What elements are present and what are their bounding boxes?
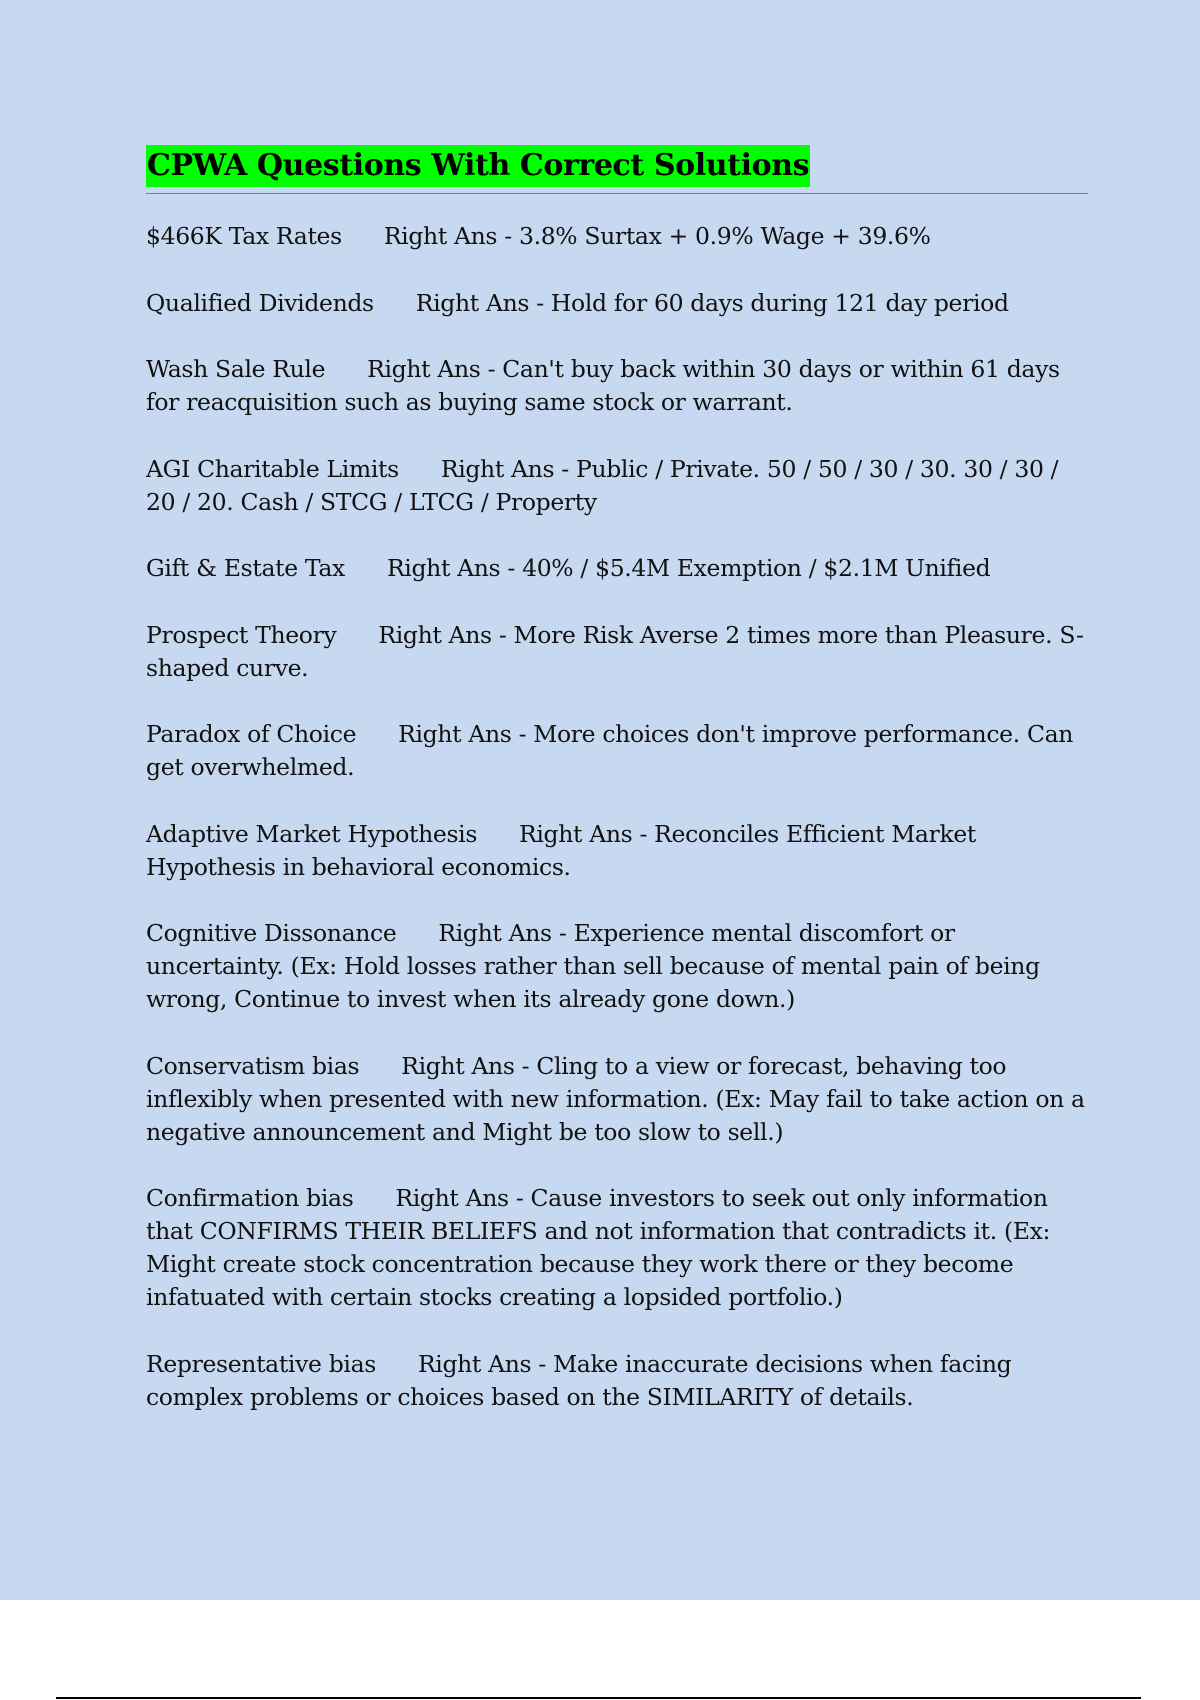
qa-answer: Right Ans - 40% / $5.4M Exemption / $2.1M Unified <box>386 554 991 582</box>
page-bottom-divider <box>56 1697 1141 1699</box>
title-block <box>146 145 1088 194</box>
qa-answer: Right Ans - Public / Private. 50 / 50 / 30 / 30. 30 / 30 / 20 / 20. Cash / STCG / LTCG / Property <box>146 454 1059 516</box>
qa-answer: Right Ans - Reconciles Efficient Market Hypothesis in behavioral economics. <box>146 819 977 881</box>
qa-answer: Right Ans - Can't buy back within 30 days or within 61 days for reacquisition such as buying same stock or warrant. <box>146 355 1060 416</box>
qa-term: Wash Sale Rule <box>146 355 326 383</box>
qa-term: $466K Tax Rates <box>146 222 342 250</box>
qa-item <box>146 1348 1088 1414</box>
qa-answer: Right Ans - Make inaccurate decisions when facing complex problems or choices based on the SIMILARITY of details. <box>146 1349 1012 1411</box>
document-title: CPWA Questions With Correct Solutions <box>146 145 810 187</box>
qa-answer: Right Ans - 3.8% Surtax + 0.9% Wage + 39.6% <box>383 222 931 250</box>
qa-item <box>146 818 1088 884</box>
qa-term: Gift & Estate Tax <box>146 554 345 582</box>
qa-answer: Right Ans - Cause investors to seek out only information that CONFIRMS THEIR BELIEFS and not information that contradicts it. (Ex: Might create stock concentration because they work there or they become infatuated with certain stocks creating a lopsided portfolio.) <box>146 1184 1051 1311</box>
qa-item <box>146 453 1088 519</box>
qa-term: Cognitive Dissonance <box>146 919 397 947</box>
qa-term: Adaptive Market Hypothesis <box>146 819 478 848</box>
qa-term: AGI Charitable Limits <box>146 454 399 483</box>
qa-answer: Right Ans - More Risk Averse 2 times more than Pleasure. S-shaped curve. <box>146 620 1084 682</box>
qa-answer: Right Ans - Hold for 60 days during 121 day period <box>415 288 1009 317</box>
qa-term: Conservatism bias <box>146 1051 360 1080</box>
qa-item <box>146 353 1088 419</box>
qa-item <box>146 1050 1088 1149</box>
qa-answer: Right Ans - Cling to a view or forecast, behaving too inflexibly when presented with new information. (Ex: May fail to take action on a negative announcement and Might be too slow to sell.) <box>146 1051 1085 1146</box>
qa-item <box>146 619 1088 685</box>
qa-item <box>146 917 1088 1016</box>
qa-item <box>146 552 1088 585</box>
qa-term: Qualified Dividends <box>146 288 374 317</box>
qa-term: Confirmation bias <box>146 1184 354 1212</box>
document-content <box>146 145 1088 1447</box>
qa-item <box>146 1182 1088 1314</box>
qa-answer: Right Ans - Experience mental discomfort or uncertainty. (Ex: Hold losses rather than sell because of mental pain of being wrong, Continue to invest when its already gone down.) <box>146 919 1040 1013</box>
qa-item <box>146 220 1088 253</box>
qa-term: Prospect Theory <box>146 620 337 649</box>
qa-answer: Right Ans - More choices don't improve performance. Can get overwhelmed. <box>146 720 1074 781</box>
qa-item <box>146 287 1088 320</box>
qa-item <box>146 718 1088 784</box>
qa-term: Paradox of Choice <box>146 720 357 748</box>
qa-term: Representative bias <box>146 1349 376 1378</box>
